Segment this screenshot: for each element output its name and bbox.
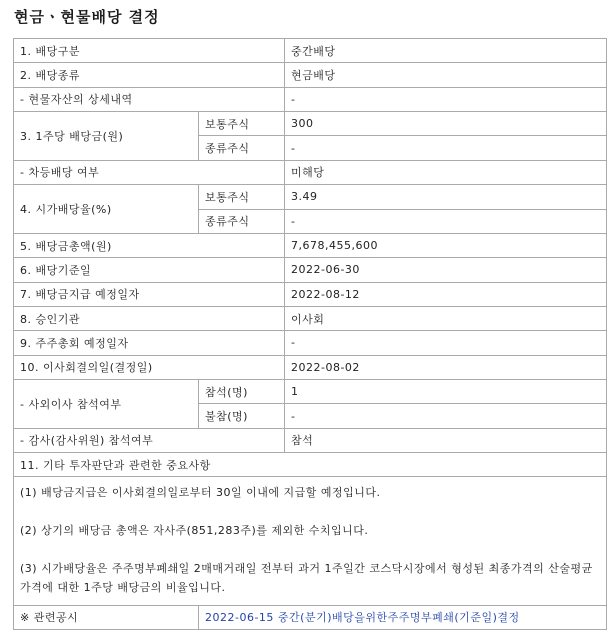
table-row — [14, 112, 607, 136]
row-value: 300 — [285, 112, 607, 136]
row-label: - 차등배당 여부 — [14, 160, 285, 184]
row-value: 2022-06-30 — [285, 258, 607, 282]
table-row — [14, 39, 607, 63]
related-disclosure-link[interactable]: 2022-06-15 중간(분기)배당을위한주주명부폐쇄(기준일)결정 — [199, 605, 607, 629]
sub-label: 불참(명) — [199, 404, 285, 428]
sub-label: 종류주식 — [199, 136, 285, 160]
row-value: - — [285, 404, 607, 428]
note-text: (1) 배당금지급은 이사회결의일로부터 30일 이내에 지급할 예정입니다. — [20, 486, 381, 500]
row-value: - — [285, 209, 607, 233]
sub-label: 참석(명) — [199, 380, 285, 404]
row-label: 9. 주주총회 예정일자 — [14, 331, 285, 355]
note-text: (2) 상기의 배당금 총액은 자사주(851,283주)를 제외한 수치입니다. — [20, 524, 369, 538]
note-text: (3) 시가배당율은 주주명부폐쇄일 2매매거래일 전부터 과거 1주일간 코스닥시장에서 형성된 최종가격의 산술평균가격에 대한 1주당 배당금의 비율입니다. — [20, 562, 593, 595]
row-value: 참석 — [285, 428, 607, 452]
row-label: 1. 배당구분 — [14, 39, 285, 63]
row-value: 현금배당 — [285, 63, 607, 87]
related-disclosure-label: ※ 관련공시 — [14, 605, 199, 629]
row-label: - 감사(감사위원) 참석여부 — [14, 428, 285, 452]
table-row — [14, 477, 607, 605]
row-label: 7. 배당금지급 예정일자 — [14, 282, 285, 306]
row-value: - — [285, 87, 607, 111]
row-label: 5. 배당금총액(원) — [14, 233, 285, 257]
table-row — [14, 63, 607, 87]
table-row — [14, 258, 607, 282]
table-row — [14, 331, 607, 355]
sub-label: 보통주식 — [199, 112, 285, 136]
section-heading: 11. 기타 투자판단과 관련한 중요사항 — [14, 453, 607, 477]
sub-label: 종류주식 — [199, 209, 285, 233]
table-row — [14, 160, 607, 184]
row-value: 중간배당 — [285, 39, 607, 63]
row-label: 4. 시가배당율(%) — [14, 185, 199, 234]
row-value: 2022-08-12 — [285, 282, 607, 306]
table-row — [14, 605, 607, 629]
table-row — [14, 233, 607, 257]
row-label: - 사외이사 참석여부 — [14, 380, 199, 429]
row-value: - — [285, 136, 607, 160]
row-value: 7,678,455,600 — [285, 233, 607, 257]
row-value: - — [285, 331, 607, 355]
row-label: - 현물자산의 상세내역 — [14, 87, 285, 111]
notes-cell — [14, 477, 607, 605]
row-label: 2. 배당종류 — [14, 63, 285, 87]
table-row — [14, 355, 607, 379]
row-label: 6. 배당기준일 — [14, 258, 285, 282]
page-title: 현금ㆍ현물배당 결정 — [14, 8, 160, 26]
row-label: 3. 1주당 배당금(원) — [14, 112, 199, 161]
dividend-decision-table — [13, 38, 607, 630]
sub-label: 보통주식 — [199, 185, 285, 209]
table-row — [14, 306, 607, 330]
row-label: 8. 승인기관 — [14, 306, 285, 330]
row-value: 1 — [285, 380, 607, 404]
row-value: 2022-08-02 — [285, 355, 607, 379]
table-row — [14, 87, 607, 111]
row-value: 미해당 — [285, 160, 607, 184]
table-row — [14, 282, 607, 306]
row-value: 이사회 — [285, 306, 607, 330]
table-row — [14, 380, 607, 404]
row-label: 10. 이사회결의일(결정일) — [14, 355, 285, 379]
table-row — [14, 428, 607, 452]
row-value: 3.49 — [285, 185, 607, 209]
table-row — [14, 453, 607, 477]
table-row — [14, 185, 607, 209]
